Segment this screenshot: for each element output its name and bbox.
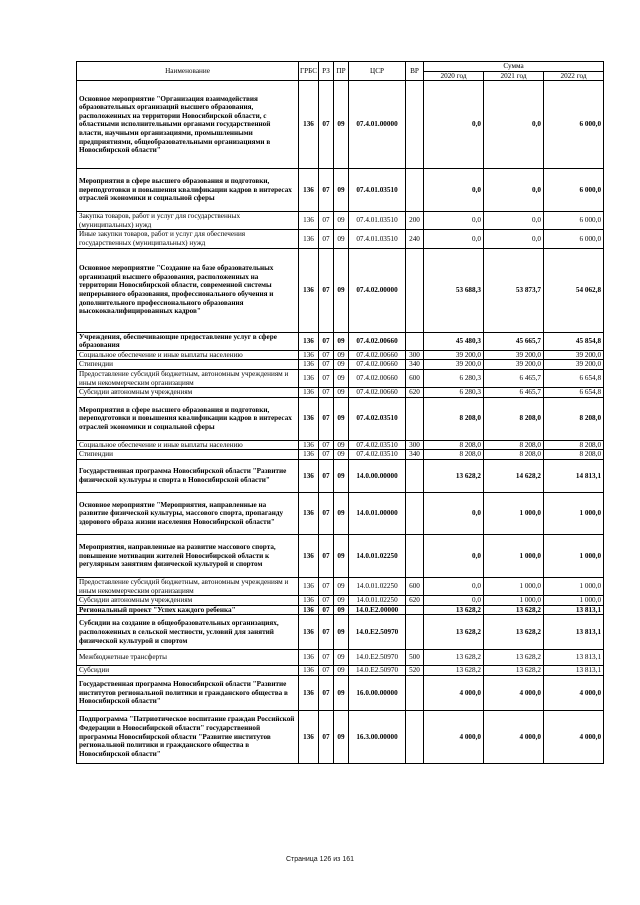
row-sum-2020: 0,0 — [424, 577, 484, 595]
row-sum-2022: 39 200,0 — [544, 350, 604, 360]
row-pr: 09 — [334, 492, 349, 534]
table-row — [77, 605, 604, 615]
row-sum-2021: 0,0 — [484, 169, 544, 212]
row-vr: 600 — [406, 577, 424, 595]
row-vr — [406, 675, 424, 710]
row-rz: 07 — [319, 332, 334, 350]
table-row — [77, 369, 604, 387]
row-sum-2020: 0,0 — [424, 212, 484, 230]
row-vr — [406, 81, 424, 169]
row-rz: 07 — [319, 675, 334, 710]
row-csr: 07.4.02.00660 — [349, 360, 406, 370]
row-sum-2021: 39 200,0 — [484, 350, 544, 360]
table-row — [77, 615, 604, 650]
col-sum-header: Сумма — [424, 62, 604, 72]
row-vr: 300 — [406, 350, 424, 360]
row-vr: 520 — [406, 666, 424, 676]
row-pr: 09 — [334, 650, 349, 666]
row-csr: 14.0.01.02250 — [349, 534, 406, 577]
table-row — [77, 534, 604, 577]
row-sum-2021: 0,0 — [484, 212, 544, 230]
table-body — [77, 81, 604, 764]
row-grbs: 136 — [299, 605, 319, 615]
row-csr: 14.0.E2.50970 — [349, 650, 406, 666]
row-csr: 07.4.02.03510 — [349, 440, 406, 450]
row-grbs: 136 — [299, 212, 319, 230]
row-name: Мероприятия в сфере высшего образования и подготовки, переподготовки и повышения квалификации кадров в интересах отраслей экономики и социальной сферы — [77, 397, 299, 440]
row-sum-2021: 1 000,0 — [484, 534, 544, 577]
row-pr: 09 — [334, 615, 349, 650]
row-sum-2022: 13 813,1 — [544, 650, 604, 666]
row-sum-2022: 1 000,0 — [544, 492, 604, 534]
row-sum-2020: 0,0 — [424, 492, 484, 534]
row-vr: 340 — [406, 450, 424, 460]
row-name: Предоставление субсидий бюджетным, автономным учреждениям и иным некоммерческим организациям — [77, 577, 299, 595]
row-vr — [406, 492, 424, 534]
row-vr: 200 — [406, 212, 424, 230]
row-csr: 14.0.E2.50970 — [349, 666, 406, 676]
row-sum-2022: 1 000,0 — [544, 596, 604, 606]
row-name: Межбюджетные трансферты — [77, 650, 299, 666]
row-sum-2022: 4 000,0 — [544, 710, 604, 763]
row-sum-2020: 39 200,0 — [424, 360, 484, 370]
table-row — [77, 212, 604, 230]
row-vr — [406, 397, 424, 440]
table-row — [77, 230, 604, 248]
row-rz: 07 — [319, 369, 334, 387]
row-csr: 14.0.01.02250 — [349, 577, 406, 595]
row-grbs: 136 — [299, 710, 319, 763]
row-sum-2022: 13 813,1 — [544, 615, 604, 650]
row-sum-2021: 1 000,0 — [484, 596, 544, 606]
row-grbs: 136 — [299, 459, 319, 492]
row-sum-2021: 8 208,0 — [484, 397, 544, 440]
row-sum-2020: 13 628,2 — [424, 605, 484, 615]
row-grbs: 136 — [299, 350, 319, 360]
row-grbs: 136 — [299, 81, 319, 169]
row-vr — [406, 710, 424, 763]
row-vr: 620 — [406, 596, 424, 606]
row-name: Закупка товаров, работ и услуг для государственных (муниципальных) нужд — [77, 212, 299, 230]
row-sum-2022: 6 654,8 — [544, 388, 604, 398]
row-name: Социальное обеспечение и иные выплаты населению — [77, 440, 299, 450]
row-name: Субсидии автономным учреждениям — [77, 388, 299, 398]
row-csr: 07.4.01.00000 — [349, 81, 406, 169]
row-pr: 09 — [334, 350, 349, 360]
row-sum-2022: 8 208,0 — [544, 440, 604, 450]
row-pr: 09 — [334, 450, 349, 460]
row-vr: 300 — [406, 440, 424, 450]
row-sum-2022: 4 000,0 — [544, 675, 604, 710]
row-sum-2022: 13 813,1 — [544, 666, 604, 676]
budget-table — [76, 61, 604, 764]
table-row — [77, 81, 604, 169]
row-csr: 07.4.02.00660 — [349, 332, 406, 350]
row-name: Мероприятия в сфере высшего образования и подготовки, переподготовки и повышения квалификации кадров в интересах отраслей экономики и социальной сферы — [77, 169, 299, 212]
row-name: Государственная программа Новосибирской области "Развитие институтов региональной политики и гражданского общества в Новосибирской области" — [77, 675, 299, 710]
row-pr: 09 — [334, 577, 349, 595]
row-sum-2020: 0,0 — [424, 230, 484, 248]
row-name: Основное мероприятие "Мероприятия, направленные на развитие физической культуры, массового спорта, пропаганду здорового образа жизни населения Новосибирской области" — [77, 492, 299, 534]
row-sum-2021: 0,0 — [484, 81, 544, 169]
row-pr: 09 — [334, 710, 349, 763]
row-sum-2020: 0,0 — [424, 534, 484, 577]
row-pr: 09 — [334, 666, 349, 676]
row-rz: 07 — [319, 360, 334, 370]
row-rz: 07 — [319, 459, 334, 492]
row-pr: 09 — [334, 397, 349, 440]
row-grbs: 136 — [299, 492, 319, 534]
row-vr — [406, 605, 424, 615]
row-sum-2022: 45 854,8 — [544, 332, 604, 350]
col-grbs-header: ГРБС — [299, 62, 319, 81]
row-rz: 07 — [319, 492, 334, 534]
table-row — [77, 710, 604, 763]
row-grbs: 136 — [299, 666, 319, 676]
row-sum-2020: 4 000,0 — [424, 710, 484, 763]
col-vr-header: ВР — [406, 62, 424, 81]
row-sum-2020: 45 480,3 — [424, 332, 484, 350]
row-sum-2020: 0,0 — [424, 81, 484, 169]
row-csr: 07.4.02.03510 — [349, 450, 406, 460]
row-sum-2021: 6 465,7 — [484, 388, 544, 398]
table-row — [77, 350, 604, 360]
row-pr: 09 — [334, 440, 349, 450]
row-csr: 07.4.01.03510 — [349, 169, 406, 212]
row-grbs: 136 — [299, 650, 319, 666]
row-grbs: 136 — [299, 397, 319, 440]
row-sum-2022: 8 208,0 — [544, 450, 604, 460]
page-number: Страница 126 из 161 — [285, 856, 355, 863]
row-name: Субсидии — [77, 666, 299, 676]
row-grbs: 136 — [299, 675, 319, 710]
row-rz: 07 — [319, 388, 334, 398]
row-name: Подпрограмма "Патриотическое воспитание граждан Российской Федерации в Новосибирской области" государственной программы Новосибирской области "Развитие институтов региональной политики и гражданского общества в Новосибирской области" — [77, 710, 299, 763]
row-rz: 07 — [319, 666, 334, 676]
row-grbs: 136 — [299, 615, 319, 650]
row-rz: 07 — [319, 615, 334, 650]
row-rz: 07 — [319, 248, 334, 332]
table-row — [77, 332, 604, 350]
row-sum-2021: 8 208,0 — [484, 440, 544, 450]
row-sum-2022: 8 208,0 — [544, 397, 604, 440]
row-csr: 14.0.E2.00000 — [349, 605, 406, 615]
table-row — [77, 450, 604, 460]
row-sum-2020: 4 000,0 — [424, 675, 484, 710]
row-grbs: 136 — [299, 577, 319, 595]
row-pr: 09 — [334, 369, 349, 387]
row-csr: 16.0.00.00000 — [349, 675, 406, 710]
row-sum-2020: 13 628,2 — [424, 666, 484, 676]
row-sum-2020: 8 208,0 — [424, 450, 484, 460]
row-sum-2020: 13 628,2 — [424, 459, 484, 492]
row-rz: 07 — [319, 230, 334, 248]
row-rz: 07 — [319, 212, 334, 230]
row-vr: 340 — [406, 360, 424, 370]
row-pr: 09 — [334, 230, 349, 248]
row-sum-2022: 6 654,8 — [544, 369, 604, 387]
row-vr: 620 — [406, 388, 424, 398]
row-grbs: 136 — [299, 369, 319, 387]
row-pr: 09 — [334, 388, 349, 398]
row-sum-2021: 4 000,0 — [484, 710, 544, 763]
row-rz: 07 — [319, 440, 334, 450]
row-sum-2020: 0,0 — [424, 596, 484, 606]
row-pr: 09 — [334, 169, 349, 212]
row-grbs: 136 — [299, 534, 319, 577]
table-row — [77, 169, 604, 212]
row-sum-2020: 13 628,2 — [424, 650, 484, 666]
row-grbs: 136 — [299, 248, 319, 332]
row-sum-2022: 14 813,1 — [544, 459, 604, 492]
table-row — [77, 650, 604, 666]
table-row — [77, 596, 604, 606]
row-rz: 07 — [319, 169, 334, 212]
row-vr — [406, 248, 424, 332]
row-csr: 14.0.01.00000 — [349, 492, 406, 534]
row-rz: 07 — [319, 605, 334, 615]
row-vr — [406, 615, 424, 650]
row-rz: 07 — [319, 596, 334, 606]
row-sum-2022: 13 813,1 — [544, 605, 604, 615]
row-pr: 09 — [334, 360, 349, 370]
row-sum-2022: 54 062,8 — [544, 248, 604, 332]
row-sum-2021: 1 000,0 — [484, 577, 544, 595]
row-pr: 09 — [334, 596, 349, 606]
row-name: Предоставление субсидий бюджетным, автономным учреждениям и иным некоммерческим организациям — [77, 369, 299, 387]
row-pr: 09 — [334, 212, 349, 230]
row-csr: 16.3.00.00000 — [349, 710, 406, 763]
row-grbs: 136 — [299, 360, 319, 370]
row-grbs: 136 — [299, 388, 319, 398]
table-row — [77, 440, 604, 450]
table-row — [77, 577, 604, 595]
row-csr: 07.4.01.03510 — [349, 212, 406, 230]
row-grbs: 136 — [299, 169, 319, 212]
row-sum-2021: 13 628,2 — [484, 615, 544, 650]
table-row — [77, 666, 604, 676]
row-name: Региональный проект "Успех каждого ребенка" — [77, 605, 299, 615]
row-csr: 14.0.01.02250 — [349, 596, 406, 606]
row-csr: 07.4.02.00000 — [349, 248, 406, 332]
row-rz: 07 — [319, 534, 334, 577]
row-pr: 09 — [334, 459, 349, 492]
row-sum-2020: 53 688,3 — [424, 248, 484, 332]
row-sum-2021: 13 628,2 — [484, 605, 544, 615]
col-2021-header: 2021 год — [484, 71, 544, 81]
row-csr: 07.4.02.00660 — [349, 350, 406, 360]
row-sum-2020: 8 208,0 — [424, 440, 484, 450]
row-sum-2021: 13 628,2 — [484, 650, 544, 666]
row-sum-2022: 1 000,0 — [544, 534, 604, 577]
row-pr: 09 — [334, 675, 349, 710]
table-header — [77, 62, 604, 81]
row-rz: 07 — [319, 710, 334, 763]
row-csr: 14.0.00.00000 — [349, 459, 406, 492]
row-sum-2021: 0,0 — [484, 230, 544, 248]
row-grbs: 136 — [299, 440, 319, 450]
col-2020-header: 2020 год — [424, 71, 484, 81]
row-name: Субсидии на создание в общеобразовательных организациях, расположенных в сельской местности, условий для занятий физической культурой и спортом — [77, 615, 299, 650]
row-rz: 07 — [319, 350, 334, 360]
row-vr — [406, 534, 424, 577]
row-vr: 500 — [406, 650, 424, 666]
row-csr: 07.4.02.00660 — [349, 369, 406, 387]
table-row — [77, 248, 604, 332]
row-vr — [406, 332, 424, 350]
row-sum-2021: 14 628,2 — [484, 459, 544, 492]
row-name: Государственная программа Новосибирской области "Развитие физической культуры и спорта в Новосибирской области" — [77, 459, 299, 492]
row-name: Стипендии — [77, 450, 299, 460]
row-pr: 09 — [334, 81, 349, 169]
table-row — [77, 459, 604, 492]
col-name-header: Наименование — [77, 62, 299, 81]
row-vr: 600 — [406, 369, 424, 387]
row-sum-2021: 1 000,0 — [484, 492, 544, 534]
row-vr — [406, 169, 424, 212]
row-rz: 07 — [319, 577, 334, 595]
row-name: Социальное обеспечение и иные выплаты населению — [77, 350, 299, 360]
row-sum-2020: 13 628,2 — [424, 615, 484, 650]
row-pr: 09 — [334, 332, 349, 350]
row-sum-2021: 53 873,7 — [484, 248, 544, 332]
row-sum-2020: 8 208,0 — [424, 397, 484, 440]
row-pr: 09 — [334, 534, 349, 577]
row-sum-2022: 1 000,0 — [544, 577, 604, 595]
row-sum-2020: 39 200,0 — [424, 350, 484, 360]
row-name: Стипендии — [77, 360, 299, 370]
row-grbs: 136 — [299, 230, 319, 248]
row-rz: 07 — [319, 397, 334, 440]
col-rz-header: РЗ — [319, 62, 334, 81]
row-sum-2022: 6 000,0 — [544, 230, 604, 248]
row-sum-2021: 4 000,0 — [484, 675, 544, 710]
row-vr: 240 — [406, 230, 424, 248]
row-sum-2020: 0,0 — [424, 169, 484, 212]
row-name: Учреждения, обеспечивающие предоставление услуг в сфере образования — [77, 332, 299, 350]
table-row — [77, 388, 604, 398]
row-name: Субсидии автономным учреждениям — [77, 596, 299, 606]
row-pr: 09 — [334, 248, 349, 332]
row-rz: 07 — [319, 450, 334, 460]
row-name: Основное мероприятие "Создание на базе образовательных организаций высшего образования, расположенных на территории Новосибирской области, современной системы непрерывного образования, профессионального обучения и дополнительного профессионального образования высококвалифицированных кадров" — [77, 248, 299, 332]
budget-document — [76, 61, 603, 764]
table-row — [77, 397, 604, 440]
row-csr: 07.4.01.03510 — [349, 230, 406, 248]
row-sum-2022: 6 000,0 — [544, 81, 604, 169]
row-pr: 09 — [334, 605, 349, 615]
row-name: Основное мероприятие "Организация взаимодействия образовательных организаций высшего образования, расположенных на территории Новосибирской области, с областными исполнительными органами государственной власти, научными организациями, промышленными предприятиями, общеобразовательными организациями в Новосибирской области" — [77, 81, 299, 169]
row-sum-2020: 6 280,3 — [424, 369, 484, 387]
table-row — [77, 360, 604, 370]
row-sum-2021: 39 200,0 — [484, 360, 544, 370]
row-sum-2021: 45 665,7 — [484, 332, 544, 350]
row-sum-2021: 8 208,0 — [484, 450, 544, 460]
table-row — [77, 675, 604, 710]
row-name: Мероприятия, направленные на развитие массового спорта, повышение мотивации жителей Новосибирской области к регулярным занятиям физической культурой и спортом — [77, 534, 299, 577]
row-csr: 14.0.E2.50970 — [349, 615, 406, 650]
row-csr: 07.4.02.00660 — [349, 388, 406, 398]
row-grbs: 136 — [299, 596, 319, 606]
table-row — [77, 492, 604, 534]
row-csr: 07.4.02.03510 — [349, 397, 406, 440]
row-sum-2022: 39 200,0 — [544, 360, 604, 370]
row-sum-2020: 6 280,3 — [424, 388, 484, 398]
row-vr — [406, 459, 424, 492]
row-sum-2022: 6 000,0 — [544, 169, 604, 212]
row-grbs: 136 — [299, 450, 319, 460]
col-csr-header: ЦСР — [349, 62, 406, 81]
row-rz: 07 — [319, 81, 334, 169]
row-sum-2021: 13 628,2 — [484, 666, 544, 676]
row-name: Иные закупки товаров, работ и услуг для обеспечения государственных (муниципальных) нужд — [77, 230, 299, 248]
row-sum-2021: 6 465,7 — [484, 369, 544, 387]
col-2022-header: 2022 год — [544, 71, 604, 81]
row-rz: 07 — [319, 650, 334, 666]
row-sum-2022: 6 000,0 — [544, 212, 604, 230]
col-pr-header: ПР — [334, 62, 349, 81]
row-grbs: 136 — [299, 332, 319, 350]
